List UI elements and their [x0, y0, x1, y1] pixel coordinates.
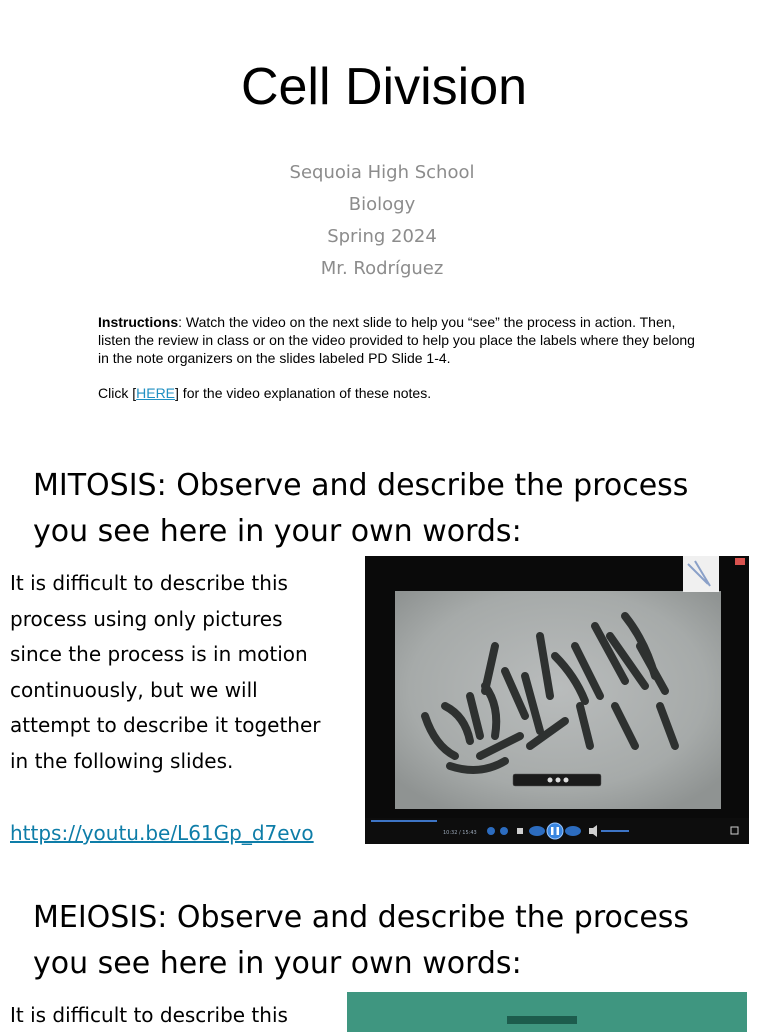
- instructions-block: [98, 313, 698, 367]
- overlay-controls[interactable]: [513, 774, 601, 786]
- progress-fill[interactable]: [371, 820, 437, 822]
- school-name: Sequoia High School: [289, 162, 475, 183]
- click-suffix: ] for the video explanation of these notes.: [175, 385, 432, 401]
- meiosis-video-frame: [347, 992, 747, 1032]
- teacher-name: Mr. Rodríguez: [320, 258, 444, 279]
- page-title: Cell Division: [240, 58, 528, 116]
- mitosis-description: It is difficult to describe this process using only pictures since the process is in motion continuously, but we will attempt to describe it together in the following slides.: [10, 571, 321, 773]
- course-name: Biology: [348, 194, 416, 215]
- meiosis-video-player[interactable]: [347, 992, 747, 1032]
- mitosis-video-link[interactable]: https://youtu.be/L61Gp_d7evo: [10, 821, 314, 845]
- meiosis-heading: MEIOSIS: Observe and describe the process you see here in your own words:: [33, 900, 690, 981]
- video-frame: [365, 556, 749, 844]
- mitosis-heading: MITOSIS: Observe and describe the process you see here in your own words:: [33, 468, 689, 549]
- thumbnail-inset: [683, 556, 719, 592]
- video-explanation-line: [98, 384, 431, 402]
- close-icon[interactable]: [735, 558, 745, 565]
- instructions-text: : Watch the video on the next slide to help you “see” the process in action. Then, listen the review in class or on the video provided to help you place the labels where they belong in the note organizers on the slides labeled PD Slide 1-4.: [98, 314, 695, 366]
- video-time: 10:32 / 15:43: [443, 830, 477, 836]
- click-prefix: Click [: [98, 385, 137, 401]
- mitosis-video-player[interactable]: [365, 556, 749, 844]
- term: Spring 2024: [327, 226, 437, 247]
- meiosis-description: It is difficult to describe this: [10, 1003, 288, 1027]
- instructions-label: Instructions: [98, 314, 179, 330]
- here-link[interactable]: HERE: [136, 385, 176, 401]
